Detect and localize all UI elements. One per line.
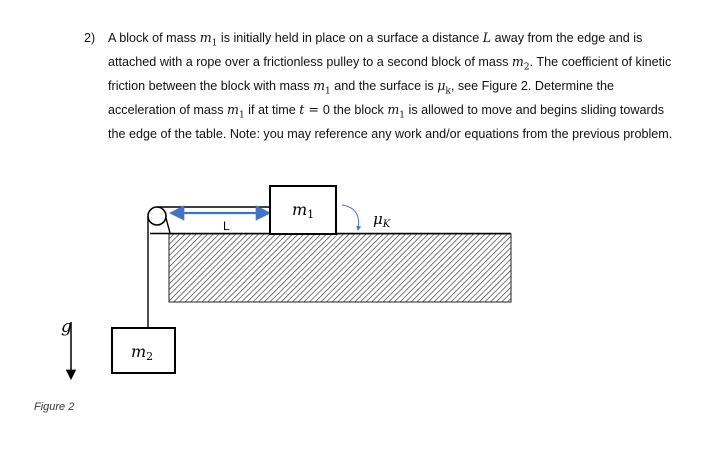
problem-text-run: away from the edge and is attached with a rope over a frictionless pulley to a second block of mass <box>108 31 643 70</box>
problem-text-run: is initially held in place on a surface a distance <box>217 31 483 45</box>
math-symbol-subscript: 1 <box>238 110 245 121</box>
table-surface <box>169 234 511 302</box>
distance-label: L <box>223 219 230 233</box>
math-symbol-subscript: k <box>445 86 451 97</box>
block-m1-label: m1 <box>292 200 315 221</box>
math-symbol-base: m <box>387 102 400 118</box>
figure-caption: Figure 2 <box>34 401 75 413</box>
problem-text-run: 0 the block <box>322 103 388 118</box>
problem-text-run: is allowed to move and begins sliding towards the edge of the table. Note: you may reference any work and/or equations from the previous problem. <box>108 103 673 142</box>
gravity-label: g <box>61 317 72 337</box>
math-symbol-subscript: 1 <box>325 86 331 97</box>
friction-label: $\mu_K$ <box>373 210 391 230</box>
problem-text-run: and the surface is <box>330 79 438 94</box>
math-symbol-subscript: 1 <box>399 110 406 121</box>
math-symbol-base: L <box>482 30 492 45</box>
block-m2-label: m2 <box>131 342 154 363</box>
math-symbol-base: m <box>227 102 239 118</box>
math-symbol-base: m <box>511 54 524 70</box>
friction-pointer-arrow <box>342 205 359 230</box>
problem-text-run: , see Figure 2. Determine the acceleration of mass <box>108 79 614 118</box>
math-symbol-base: t = <box>299 102 323 118</box>
problem-text-run: A block of mass <box>108 31 200 45</box>
math-symbol-base: m <box>313 78 326 94</box>
problem-number: 2) <box>84 31 96 45</box>
problem-text-run: if at time <box>244 103 300 118</box>
pulley-support <box>166 218 170 233</box>
pulley <box>148 207 166 225</box>
math-symbol-base: m <box>199 30 212 45</box>
problem-text-run: . The coefficient of kinetic friction between the block with mass <box>108 55 672 94</box>
math-symbol-base: μ <box>437 78 446 94</box>
math-symbol-subscript: 1 <box>211 38 218 49</box>
math-symbol-subscript: 2 <box>523 62 530 73</box>
